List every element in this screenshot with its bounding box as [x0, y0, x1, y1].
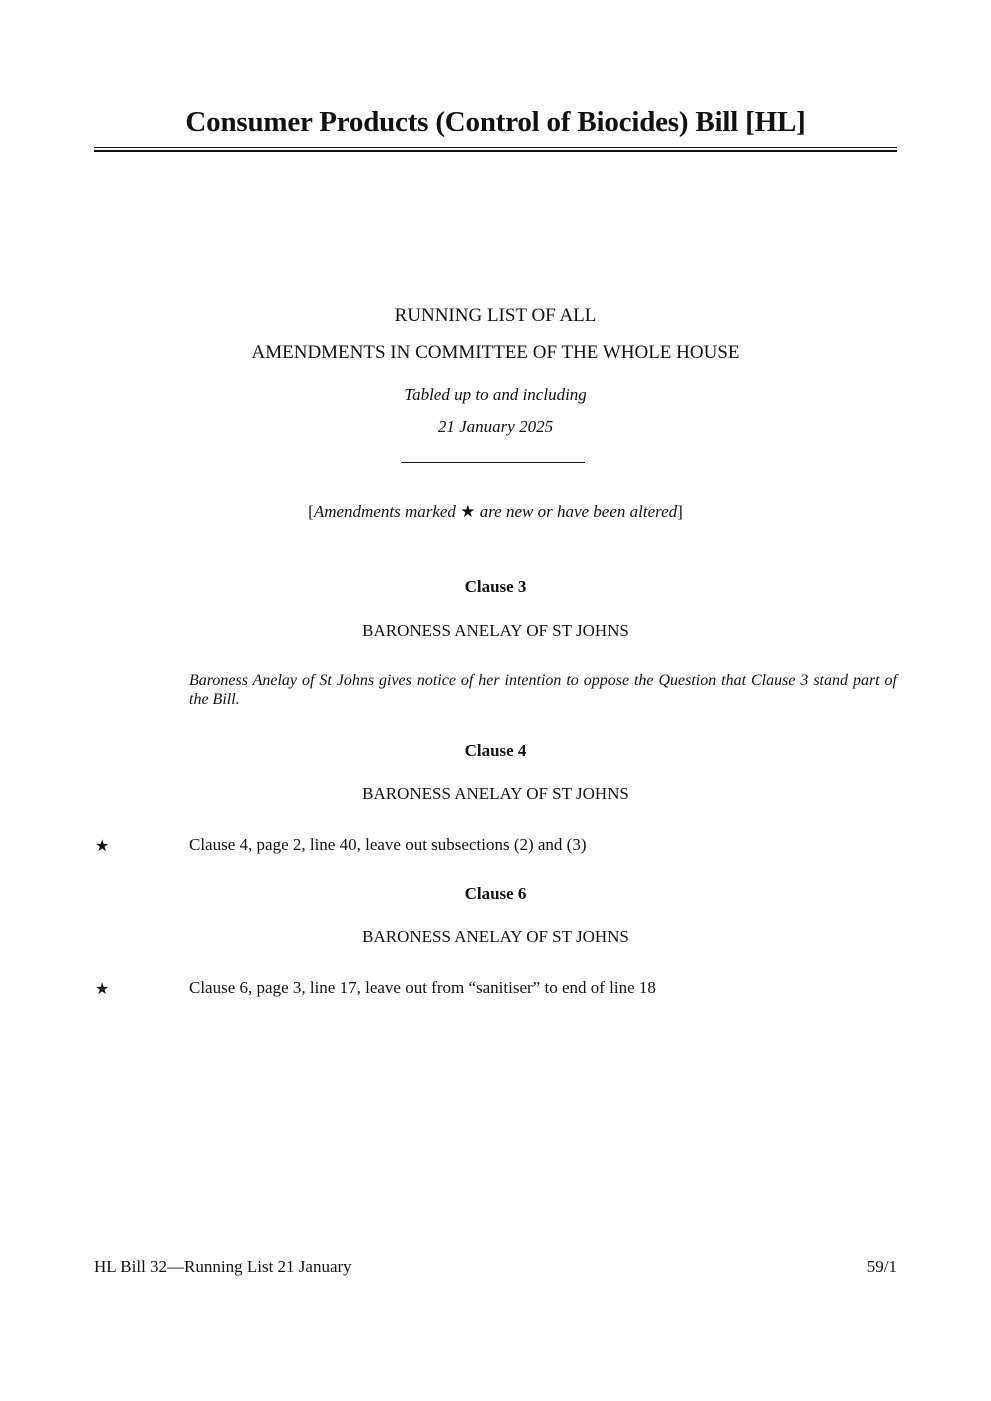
- note-text-before: Amendments marked: [313, 502, 461, 521]
- bill-title: Consumer Products (Control of Biocides) Bill [HL]: [185, 106, 806, 138]
- tabled-date: 21 January 2025: [437, 417, 554, 436]
- footer-page-number: 59/1: [866, 1257, 897, 1276]
- footer-bill-reference: HL Bill 32—Running List 21 January: [94, 1257, 352, 1276]
- star-icon: ★: [95, 981, 110, 998]
- amendment-text: Clause 4, page 2, line 40, leave out subsections (2) and (3): [189, 835, 587, 854]
- clause-heading: Clause 6: [464, 884, 527, 903]
- amendment-note: [94, 502, 897, 522]
- note-close-bracket: ]: [677, 502, 683, 521]
- title-rule-thin: [94, 147, 897, 148]
- clause-heading: Clause 3: [464, 577, 527, 596]
- member-name: BARONESS ANELAY OF ST JOHNS: [362, 927, 629, 946]
- star-icon: ★: [460, 502, 476, 521]
- tabled-label: Tabled up to and including: [404, 385, 587, 404]
- heading-line-2: AMENDMENTS IN COMMITTEE OF THE WHOLE HOUSE: [251, 342, 740, 363]
- title-rule-thick: [94, 150, 897, 152]
- star-icon: ★: [95, 838, 110, 855]
- member-name: BARONESS ANELAY OF ST JOHNS: [362, 621, 629, 640]
- heading-line-1: RUNNING LIST OF ALL: [394, 305, 597, 326]
- stand-part-notice: Baroness Anelay of St Johns gives notice of her intention to oppose the Question that Clause 3 stand part of the Bill.: [189, 672, 897, 708]
- separator-rule: [401, 462, 585, 463]
- amendment-text: Clause 6, page 3, line 17, leave out from “sanitiser” to end of line 18: [189, 978, 656, 997]
- note-text-after: are new or have been altered: [475, 502, 678, 521]
- clause-heading: Clause 4: [464, 741, 527, 760]
- note-open-bracket: [: [308, 502, 314, 521]
- member-name: BARONESS ANELAY OF ST JOHNS: [362, 784, 629, 803]
